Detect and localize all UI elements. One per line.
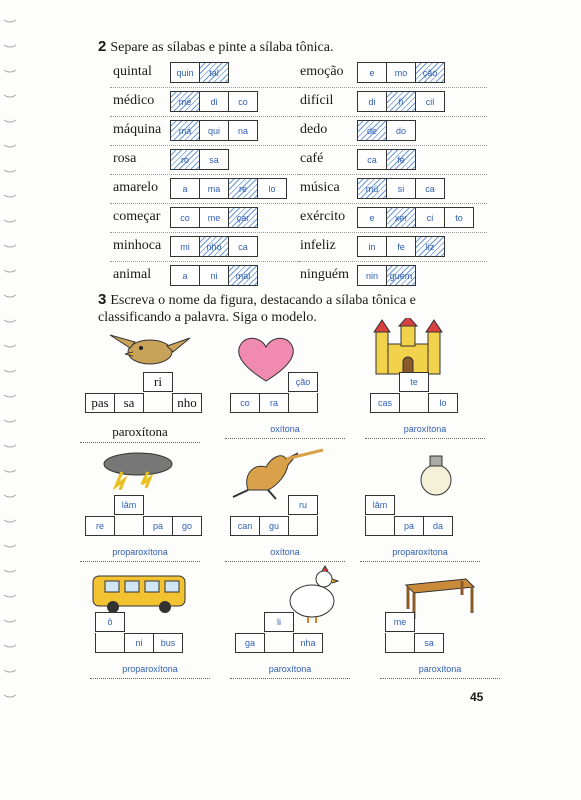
word-left: amarelo [113,180,159,195]
answer-line [80,561,200,562]
classification-answer[interactable]: paroxítona [418,664,462,674]
exercise-instruction-line2: classificando a palavra. Siga o modelo. [98,310,317,325]
syllable-box[interactable]: sa [114,393,144,413]
tonic-syllable-cell[interactable]: fí [386,91,416,112]
syllable-box[interactable]: nho [172,393,202,413]
tonic-syllable-cell[interactable]: liz [415,236,445,257]
word-right: dedo [300,122,328,137]
syllable-cell[interactable]: co [170,207,200,228]
syllable-cell[interactable]: na [228,120,258,141]
syllable-boxes [357,62,444,83]
syllable-cell[interactable]: in [357,236,387,257]
syllable-cell[interactable]: co [228,91,258,112]
tonic-syllable-cell[interactable]: çar [228,207,258,228]
syllable-cell[interactable]: e [357,207,387,228]
syllable-boxes [170,265,257,286]
syllable-cell[interactable]: si [386,178,416,199]
syllable-cell[interactable]: e [357,62,387,83]
syllable-box[interactable]: bus [153,633,183,653]
syllable-boxes [170,120,257,141]
classification-answer[interactable]: paroxítona [112,424,168,439]
syllable-cell[interactable]: me [199,207,229,228]
syllable-boxes [170,91,257,112]
word-right: emoção [300,64,344,79]
tonic-syllable-cell[interactable]: guém [386,265,416,286]
syllable-box[interactable] [264,633,294,653]
syllable-cell[interactable]: ma [199,178,229,199]
syllable-box[interactable]: re [85,516,115,536]
syllable-boxes [357,207,473,228]
tonic-syllable-box[interactable]: lâm [365,495,395,515]
exercise-number: 2 [98,38,107,55]
syllable-cell[interactable]: ca [357,149,387,170]
tonic-syllable-cell[interactable]: ro [170,149,200,170]
row-divider [297,261,487,263]
classification-answer[interactable]: proparoxítona [112,547,168,557]
syllable-box[interactable]: pas [85,393,115,413]
syllable-box[interactable]: nha [293,633,323,653]
syllable-cell[interactable]: a [170,265,200,286]
tonic-syllable-box[interactable]: ri [143,372,173,392]
syllable-cell[interactable]: di [199,91,229,112]
exercise-2-header [98,38,333,56]
notebook-spiral-margin [0,0,22,800]
tonic-syllable-box[interactable]: te [399,372,429,392]
exercise-instruction-line1: Escreva o nome da figura, destacando a sílaba tônica e [110,293,416,308]
exercise-number: 3 [98,291,107,308]
syllable-box[interactable]: ni [124,633,154,653]
syllable-boxes [357,120,415,141]
castle-picture [372,318,444,376]
syllable-box[interactable] [288,516,318,536]
row-divider [110,145,300,147]
answer-line [225,438,345,439]
syllable-cell[interactable]: ca [415,178,445,199]
word-right: difícil [300,93,334,108]
tonic-syllable-box[interactable]: li [264,612,294,632]
syllable-cell[interactable]: sa [199,149,229,170]
word-left: médico [113,93,155,108]
row-divider [110,232,300,234]
lightbulb-picture [418,452,454,498]
syllable-cell[interactable]: cil [415,91,445,112]
word-right: exército [300,209,346,224]
classification-answer[interactable]: proparoxítona [392,547,448,557]
syllable-boxes [170,178,286,199]
syllable-cell[interactable]: a [170,178,200,199]
word-left: minhoca [113,238,162,253]
answer-line [80,442,200,443]
tonic-syllable-cell[interactable]: má [170,120,200,141]
syllable-box[interactable]: da [423,516,453,536]
word-right: música [300,180,340,195]
syllable-cell[interactable]: ci [415,207,445,228]
row-divider [110,261,300,263]
syllable-box[interactable] [95,633,125,653]
tonic-syllable-cell[interactable]: mú [357,178,387,199]
answer-line [230,678,350,679]
row-divider [297,87,487,89]
bus-picture [85,570,190,615]
exercise-instruction: Separe as sílabas e pinte a sílaba tônica. [110,40,334,55]
row-divider [297,174,487,176]
row-divider [297,116,487,118]
tonic-syllable-cell[interactable]: mé [170,91,200,112]
syllable-box[interactable] [114,516,144,536]
answer-line [90,678,210,679]
classification-answer[interactable]: oxítona [270,547,300,557]
word-right: café [300,151,324,166]
classification-answer[interactable]: paroxítona [403,424,447,434]
exercise-3-header [98,292,416,326]
answer-line [365,438,485,439]
syllable-cell[interactable]: lo [257,178,287,199]
syllable-boxes [170,149,228,170]
tonic-syllable-box[interactable]: me [385,612,415,632]
syllable-boxes [170,207,257,228]
word-left: animal [113,267,152,282]
answer-line [380,678,500,679]
word-left: rosa [113,151,137,166]
syllable-boxes [357,265,415,286]
tonic-syllable-cell[interactable]: xér [386,207,416,228]
syllable-box[interactable] [399,393,429,413]
syllable-cell[interactable]: quin [170,62,200,83]
syllable-box[interactable] [143,393,173,413]
tonic-syllable-cell[interactable]: fé [386,149,416,170]
storm-picture [100,450,175,490]
syllable-box[interactable]: co [230,393,260,413]
row-divider [297,203,487,205]
classification-answer[interactable]: oxítona [270,424,300,434]
syllable-box[interactable]: ga [235,633,265,653]
row-divider [110,116,300,118]
bird-picture [105,330,195,370]
syllable-cell[interactable]: mi [170,236,200,257]
syllable-box[interactable] [385,633,415,653]
tonic-syllable-cell[interactable]: re [228,178,258,199]
word-right: infeliz [300,238,336,253]
syllable-cell[interactable]: nin [357,265,387,286]
row-divider [297,232,487,234]
tonic-syllable-cell[interactable]: de [357,120,387,141]
row-divider [110,203,300,205]
syllable-boxes [170,62,228,83]
answer-line [360,561,480,562]
syllable-cell[interactable]: ni [199,265,229,286]
row-divider [297,145,487,147]
syllable-box[interactable]: pa [143,516,173,536]
word-right: ninguém [300,267,349,282]
classification-answer[interactable]: proparoxítona [122,664,178,674]
syllable-box[interactable]: can [230,516,260,536]
syllable-boxes [357,91,444,112]
syllable-cell[interactable]: fe [386,236,416,257]
syllable-box[interactable]: gu [259,516,289,536]
syllable-box[interactable] [365,516,395,536]
syllable-cell[interactable]: di [357,91,387,112]
tonic-syllable-cell[interactable]: ção [415,62,445,83]
word-left: começar [113,209,161,224]
syllable-boxes [357,178,444,199]
syllable-box[interactable]: sa [414,633,444,653]
syllable-boxes [357,149,415,170]
syllable-cell[interactable]: qui [199,120,229,141]
kangaroo-picture [228,445,328,500]
syllable-cell[interactable]: mo [386,62,416,83]
syllable-cell[interactable]: do [386,120,416,141]
syllable-cell[interactable]: ca [228,236,258,257]
tonic-syllable-cell[interactable]: nho [199,236,229,257]
tonic-syllable-cell[interactable]: mal [228,265,258,286]
row-divider [110,174,300,176]
tonic-syllable-cell[interactable]: tal [199,62,229,83]
page-number: 45 [470,690,484,704]
word-left: quintal [113,64,152,79]
syllable-box[interactable]: lo [428,393,458,413]
syllable-box[interactable]: pa [394,516,424,536]
syllable-boxes [170,236,257,257]
syllable-box[interactable]: go [172,516,202,536]
syllable-box[interactable] [288,393,318,413]
tonic-syllable-box[interactable]: ô [95,612,125,632]
classification-answer[interactable]: paroxítona [268,664,312,674]
tonic-syllable-box[interactable]: ção [288,372,318,392]
syllable-cell[interactable]: to [444,207,474,228]
answer-line [225,561,345,562]
syllable-boxes [357,236,444,257]
tonic-syllable-box[interactable]: ru [288,495,318,515]
word-left: máquina [113,122,162,137]
row-divider [110,87,300,89]
syllable-box[interactable]: ra [259,393,289,413]
tonic-syllable-box[interactable]: lâm [114,495,144,515]
syllable-box[interactable]: cas [370,393,400,413]
